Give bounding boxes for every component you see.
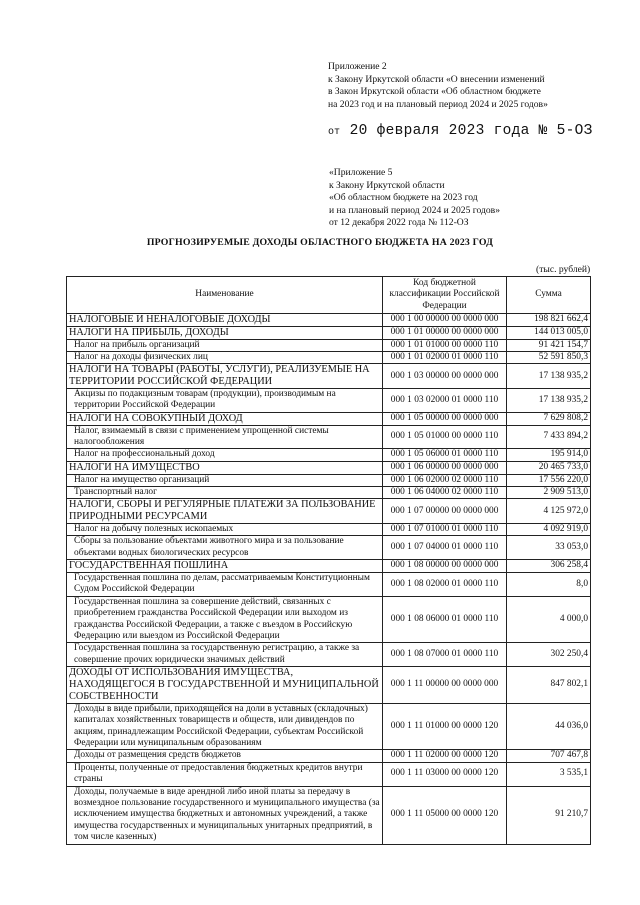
table-row [67,487,591,499]
table-row [67,389,591,413]
row-sum: 707 467,8 [507,750,591,762]
table-row [67,667,591,703]
row-name: Налог на прибыль организаций [67,339,383,351]
row-name: Налог на профессиональный доход [67,449,383,461]
row-name: Налог на имущество организаций [67,474,383,486]
appendix-header-line: к Закону Иркутской области «О внесении изменений [328,73,545,85]
row-sum: 7 433 894,2 [507,425,591,449]
row-name: Доходы в виде прибыли, приходящейся на доли в уставных (складочных) капиталах хозяйственных товариществ и обществ, или дивидендов по акциям, принадлежащим Российской Федерации, субъектам Российской Федерации или муниципальным образованиям [67,703,383,750]
row-sum: 302 250,4 [507,643,591,667]
table-row [67,461,591,474]
row-sum: 91 421 154,7 [507,339,591,351]
row-name: Налог, взимаемый в связи с применением упрощенной системы налогообложения [67,425,383,449]
table-row [67,364,591,389]
table-row [67,703,591,750]
row-name: НАЛОГИ, СБОРЫ И РЕГУЛЯРНЫЕ ПЛАТЕЖИ ЗА ПОЛЬЗОВАНИЕ ПРИРОДНЫМИ РЕСУРСАМИ [67,499,383,524]
row-sum: 7 629 808,2 [507,412,591,425]
row-name: Налог на доходы физических лиц [67,352,383,364]
row-name: Доходы, получаемые в виде арендной либо иной платы за передачу в возмездное пользование государственного и муниципального имущества (за исключением имущества бюджетных и автономных учреждений, а также имущества государственных и муниципальных унитарных предприятий, в том числе казенных) [67,786,383,844]
header-code: Код бюджетной классификации Российской Федерации [383,277,507,314]
row-sum: 306 258,4 [507,560,591,573]
row-name: Проценты, полученные от предоставления бюджетных кредитов внутри страны [67,762,383,786]
reference-header-line: «Об областном бюджете на 2023 год [329,192,478,204]
table-row [67,326,591,339]
row-sum: 2 909 513,0 [507,487,591,499]
row-sum: 91 210,7 [507,786,591,844]
table-row [67,560,591,573]
appendix-header-line: в Закон Иркутской области «Об областном бюджете [328,86,541,98]
row-code: 000 1 06 04000 02 0000 110 [383,487,507,499]
date-prefix: от [328,127,341,138]
table-row [67,339,591,351]
appendix-header-line: Приложение 2 [328,61,387,72]
row-sum: 4 000,0 [507,596,591,643]
row-code: 000 1 11 02000 00 0000 120 [383,750,507,762]
row-code: 000 1 11 03000 00 0000 120 [383,762,507,786]
table-row [67,524,591,536]
reference-header-line: и на плановый период 2024 и 2025 годов» [329,204,500,216]
table-row [67,425,591,449]
row-name: Доходы от размещения средств бюджетов [67,750,383,762]
row-name: Государственная пошлина за государственную регистрацию, а также за совершение прочих юридически значимых действий [67,643,383,667]
row-code: 000 1 05 00000 00 0000 000 [383,412,507,425]
header-name: Наименование [67,277,383,314]
row-code: 000 1 00 00000 00 0000 000 [383,314,507,327]
table-row [67,750,591,762]
row-code: 000 1 11 00000 00 0000 000 [383,667,507,703]
table-header-row [67,277,591,314]
row-code: 000 1 07 04000 01 0000 110 [383,536,507,560]
row-sum: 17 556 220,0 [507,474,591,486]
row-name: НАЛОГИ НА ИМУЩЕСТВО [67,461,383,474]
reference-header-line: от 12 декабря 2022 года № 112-ОЗ [329,217,469,229]
row-sum: 33 053,0 [507,536,591,560]
table-row [67,352,591,364]
row-code: 000 1 11 01000 00 0000 120 [383,703,507,750]
row-code: 000 1 08 06000 01 0000 110 [383,596,507,643]
row-sum: 3 535,1 [507,762,591,786]
header-sum: Сумма [507,277,591,314]
row-code: 000 1 08 00000 00 0000 000 [383,560,507,573]
appendix-header-line: на 2023 год и на плановый период 2024 и 2025 годов» [328,98,548,110]
row-sum: 195 914,0 [507,449,591,461]
row-code: 000 1 08 02000 01 0000 110 [383,573,507,597]
row-name: НАЛОГОВЫЕ И НЕНАЛОГОВЫЕ ДОХОДЫ [67,314,383,327]
reference-header [329,167,500,230]
document-title: ПРОГНОЗИРУЕМЫЕ ДОХОДЫ ОБЛАСТНОГО БЮДЖЕТА НА 2023 ГОД [146,237,494,248]
table-row [67,786,591,844]
row-code: 000 1 01 00000 00 0000 000 [383,326,507,339]
table-row [67,474,591,486]
law-date-line [328,121,593,139]
row-name: НАЛОГИ НА ТОВАРЫ (РАБОТЫ, УСЛУГИ), РЕАЛИЗУЕМЫЕ НА ТЕРРИТОРИИ РОССИЙСКОЙ ФЕДЕРАЦИИ [67,364,383,389]
row-code: 000 1 05 06000 01 0000 110 [383,449,507,461]
row-name: ДОХОДЫ ОТ ИСПОЛЬЗОВАНИЯ ИМУЩЕСТВА, НАХОДЯЩЕГОСЯ В ГОСУДАРСТВЕННОЙ И МУНИЦИПАЛЬНОЙ СОБСТВЕННОСТИ [67,667,383,703]
table-row [67,762,591,786]
table-row [67,314,591,327]
row-code: 000 1 03 00000 00 0000 000 [383,364,507,389]
row-code: 000 1 03 02000 01 0000 110 [383,389,507,413]
row-code: 000 1 07 00000 00 0000 000 [383,499,507,524]
row-sum: 4 125 972,0 [507,499,591,524]
revenue-table [66,276,591,845]
row-name: Транспортный налог [67,487,383,499]
table-row [67,412,591,425]
row-name: Сборы за пользование объектами животного мира и за пользование объектами водных биологических ресурсов [67,536,383,560]
row-name: НАЛОГИ НА СОВОКУПНЫЙ ДОХОД [67,412,383,425]
row-name: НАЛОГИ НА ПРИБЫЛЬ, ДОХОДЫ [67,326,383,339]
law-date-number: 20 февраля 2023 года № 5-ОЗ [349,123,593,139]
row-code: 000 1 06 02000 02 0000 110 [383,474,507,486]
row-name: Государственная пошлина по делам, рассматриваемым Конституционным Судом Российской Федерации [67,573,383,597]
row-code: 000 1 01 02000 01 0000 110 [383,352,507,364]
table-row [67,573,591,597]
table-row [67,536,591,560]
row-code: 000 1 01 01000 00 0000 110 [383,339,507,351]
table-row [67,643,591,667]
row-sum: 8,0 [507,573,591,597]
row-sum: 20 465 733,0 [507,461,591,474]
appendix-header [328,61,548,111]
row-sum: 4 092 919,0 [507,524,591,536]
row-sum: 52 591 850,3 [507,352,591,364]
row-code: 000 1 07 01000 01 0000 110 [383,524,507,536]
row-name: Акцизы по подакцизным товарам (продукции), производимым на территории Российской Федерации [67,389,383,413]
reference-header-line: к Закону Иркутской области [329,179,445,191]
row-sum: 44 036,0 [507,703,591,750]
table-row [67,499,591,524]
row-code: 000 1 06 00000 00 0000 000 [383,461,507,474]
row-code: 000 1 08 07000 01 0000 110 [383,643,507,667]
row-name: ГОСУДАРСТВЕННАЯ ПОШЛИНА [67,560,383,573]
table-row [67,596,591,643]
table-row [67,449,591,461]
row-code: 000 1 05 01000 00 0000 110 [383,425,507,449]
row-name: Налог на добычу полезных ископаемых [67,524,383,536]
row-sum: 17 138 935,2 [507,364,591,389]
row-sum: 144 013 005,0 [507,326,591,339]
reference-header-line: «Приложение 5 [329,167,393,178]
row-sum: 198 821 662,4 [507,314,591,327]
row-sum: 17 138 935,2 [507,389,591,413]
row-name: Государственная пошлина за совершение действий, связанных с приобретением гражданства Российской Федерации или выходом из гражданства Российской Федерации, а также с въездом в Российскую Федерацию или выездом из Российской Федерации [67,596,383,643]
row-sum: 847 802,1 [507,667,591,703]
table-body [67,314,591,845]
units-label: (тыс. рублей) [536,264,591,275]
row-code: 000 1 11 05000 00 0000 120 [383,786,507,844]
